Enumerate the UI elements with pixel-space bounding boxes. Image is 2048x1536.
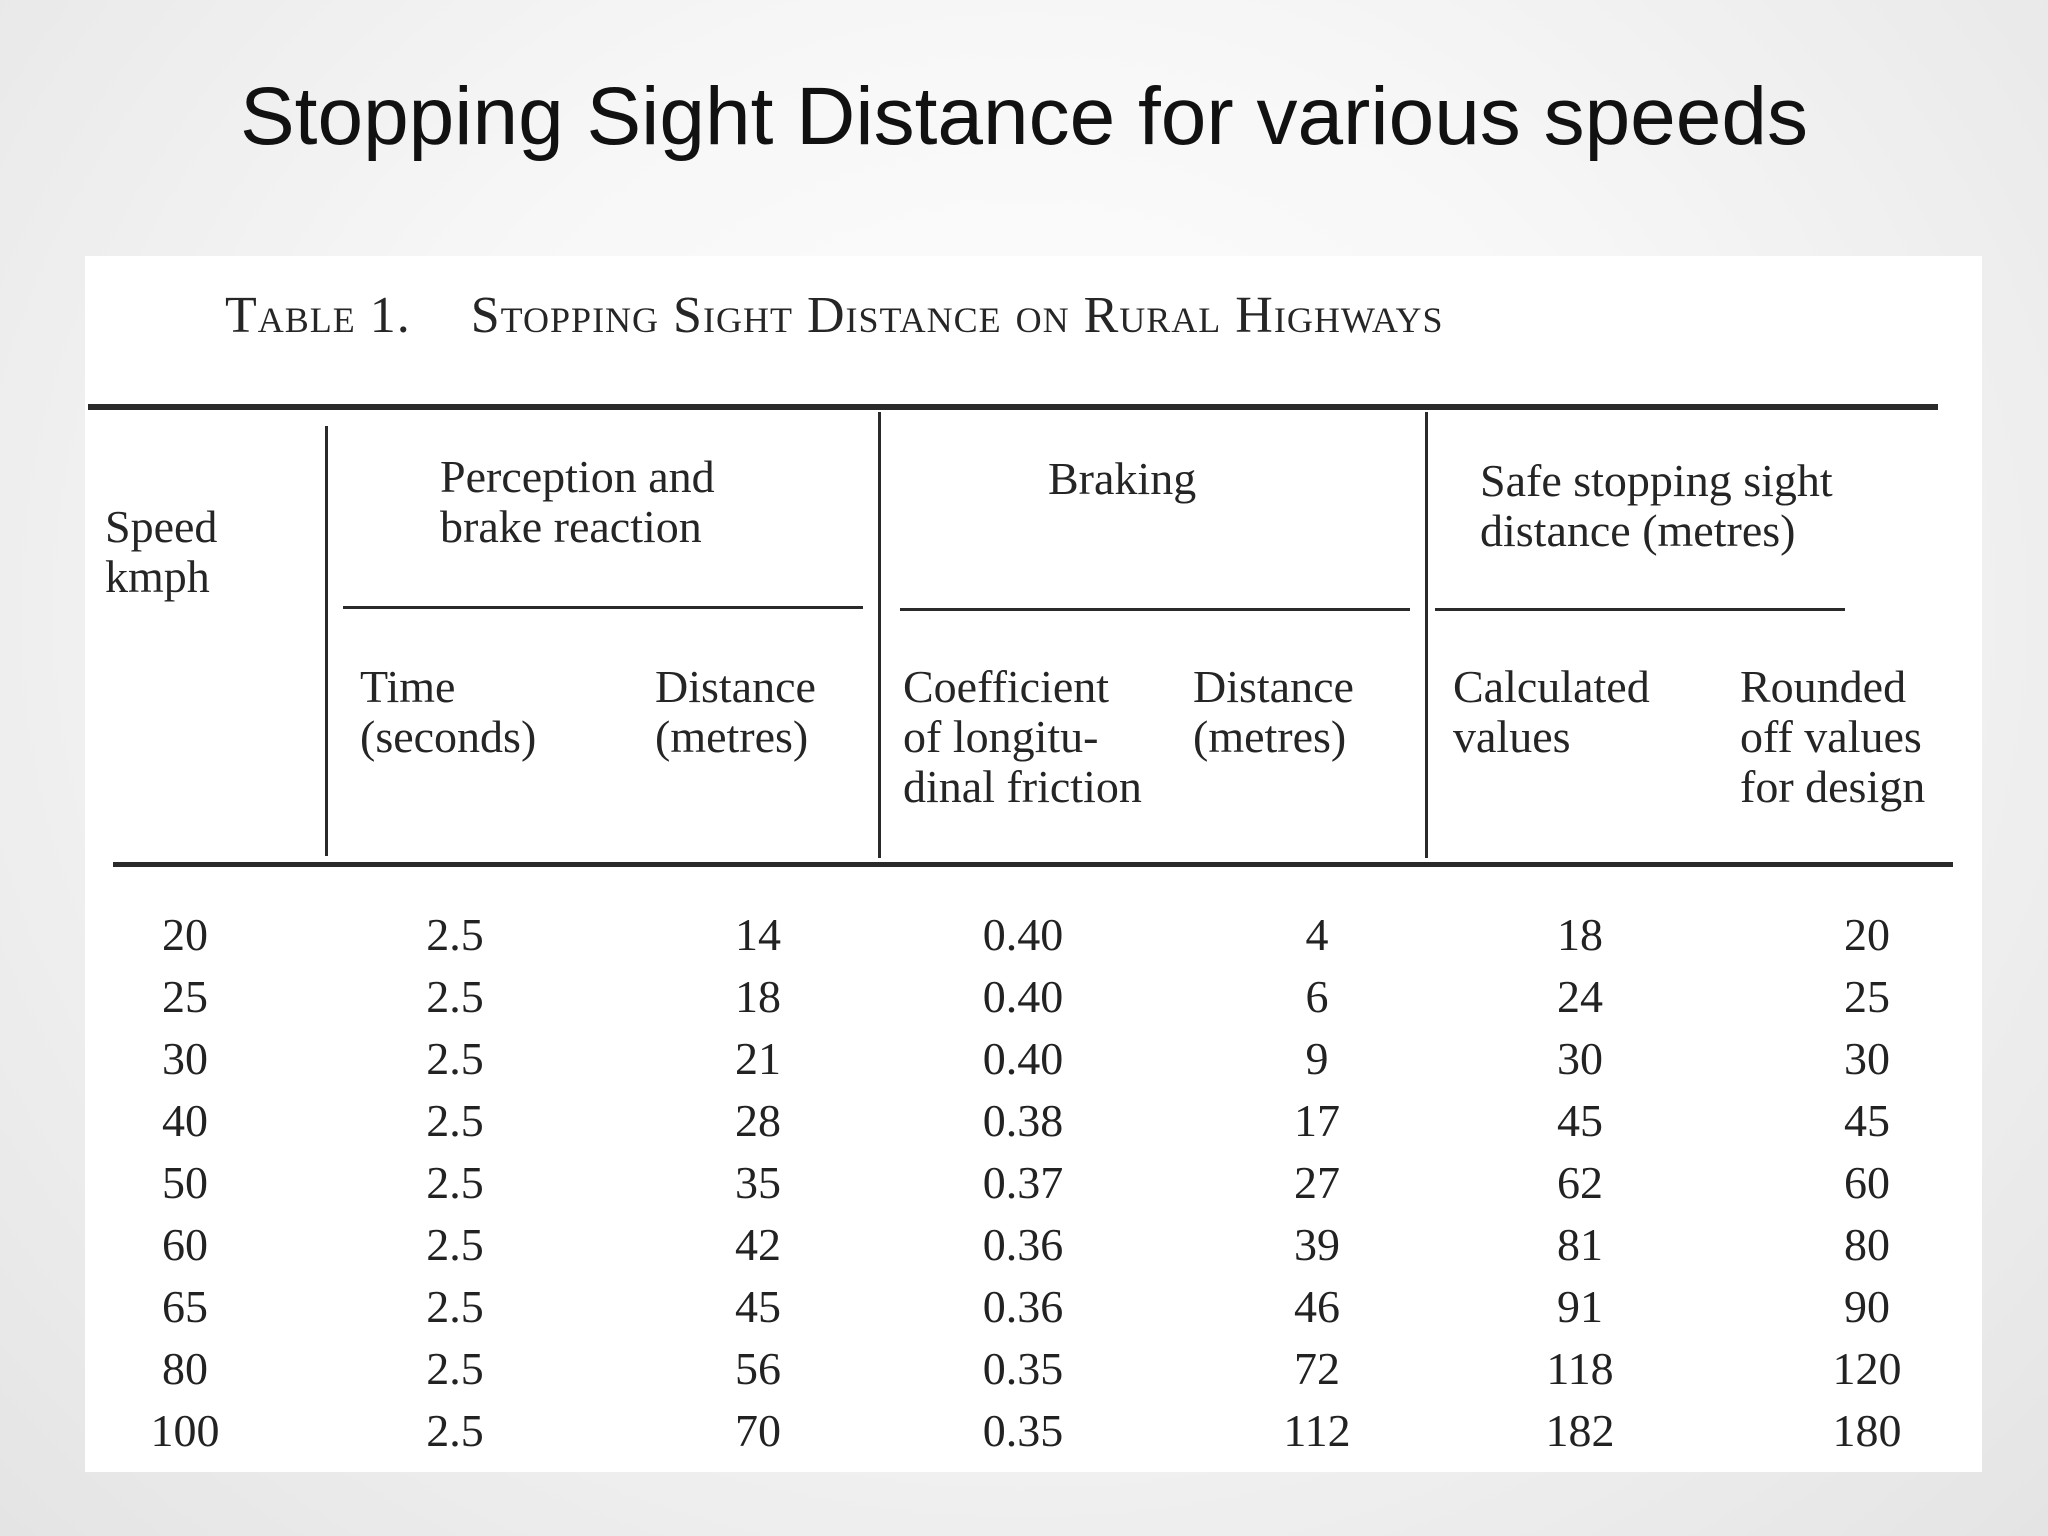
cell-calculated: 24 bbox=[1557, 971, 1603, 1022]
cell-rounded: 120 bbox=[1832, 1343, 1902, 1394]
header-group-safe: Safe stopping sight distance (metres) bbox=[1480, 455, 1833, 556]
cell-time: 2.5 bbox=[426, 1219, 484, 1270]
cell-time: 2.5 bbox=[426, 1405, 484, 1456]
cell-speed: 20 bbox=[162, 909, 208, 960]
cell-pr-distance: 70 bbox=[735, 1405, 781, 1456]
cell-rounded: 45 bbox=[1844, 1095, 1890, 1146]
cell-calculated: 62 bbox=[1557, 1157, 1603, 1208]
cell-coefficient: 0.37 bbox=[982, 1157, 1064, 1208]
vertical-divider-perception bbox=[878, 412, 881, 858]
vertical-divider-braking bbox=[1425, 412, 1428, 858]
cell-br-distance: 39 bbox=[1294, 1219, 1340, 1270]
cell-pr-distance: 45 bbox=[735, 1281, 781, 1332]
slide-title: Stopping Sight Distance for various speeds bbox=[239, 71, 1808, 162]
cell-time: 2.5 bbox=[426, 971, 484, 1022]
cell-speed: 40 bbox=[162, 1095, 208, 1146]
cell-calculated: 30 bbox=[1557, 1033, 1603, 1084]
cell-calculated: 91 bbox=[1557, 1281, 1603, 1332]
cell-time: 2.5 bbox=[426, 1281, 484, 1332]
cell-coefficient: 0.35 bbox=[982, 1405, 1064, 1456]
header-pr-distance: Distance (metres) bbox=[655, 661, 816, 762]
cell-coefficient: 0.40 bbox=[982, 1033, 1064, 1084]
cell-pr-distance: 42 bbox=[735, 1219, 781, 1270]
cell-speed: 60 bbox=[162, 1219, 208, 1270]
cell-coefficient: 0.40 bbox=[982, 971, 1064, 1022]
cell-speed: 30 bbox=[162, 1033, 208, 1084]
header-coefficient: Coefficient of longitu- dinal friction bbox=[903, 661, 1142, 812]
cell-br-distance: 46 bbox=[1294, 1281, 1340, 1332]
cell-rounded: 180 bbox=[1832, 1405, 1902, 1456]
cell-calculated: 18 bbox=[1557, 909, 1603, 960]
cell-rounded: 90 bbox=[1844, 1281, 1890, 1332]
table-caption bbox=[225, 286, 1444, 345]
vertical-divider-speed bbox=[325, 426, 328, 856]
cell-calculated: 118 bbox=[1546, 1343, 1614, 1394]
cell-calculated: 45 bbox=[1557, 1095, 1603, 1146]
cell-pr-distance: 56 bbox=[735, 1343, 781, 1394]
cell-br-distance: 6 bbox=[1305, 971, 1329, 1022]
cell-speed: 100 bbox=[150, 1405, 220, 1456]
cell-coefficient: 0.36 bbox=[982, 1219, 1064, 1270]
cell-br-distance: 72 bbox=[1294, 1343, 1340, 1394]
cell-rounded: 30 bbox=[1844, 1033, 1890, 1084]
cell-rounded: 80 bbox=[1844, 1219, 1890, 1270]
cell-coefficient: 0.40 bbox=[982, 909, 1064, 960]
header-br-distance: Distance (metres) bbox=[1193, 661, 1354, 762]
cell-speed: 65 bbox=[162, 1281, 208, 1332]
cell-time: 2.5 bbox=[426, 1095, 484, 1146]
header-time: Time (seconds) bbox=[360, 661, 537, 762]
cell-time: 2.5 bbox=[426, 1343, 484, 1394]
group-underline-perception bbox=[343, 606, 863, 609]
cell-br-distance: 27 bbox=[1294, 1157, 1340, 1208]
header-speed: Speed kmph bbox=[105, 501, 218, 602]
group-underline-safe bbox=[1435, 608, 1845, 611]
cell-pr-distance: 28 bbox=[735, 1095, 781, 1146]
cell-pr-distance: 35 bbox=[735, 1157, 781, 1208]
cell-speed: 50 bbox=[162, 1157, 208, 1208]
cell-br-distance: 9 bbox=[1305, 1033, 1329, 1084]
cell-time: 2.5 bbox=[426, 1033, 484, 1084]
cell-br-distance: 17 bbox=[1294, 1095, 1340, 1146]
cell-time: 2.5 bbox=[426, 909, 484, 960]
cell-br-distance: 4 bbox=[1305, 909, 1329, 960]
header-group-braking: Braking bbox=[1048, 453, 1197, 504]
cell-coefficient: 0.35 bbox=[982, 1343, 1064, 1394]
header-group-perception: Perception and brake reaction bbox=[440, 451, 715, 552]
group-underline-braking bbox=[900, 608, 1410, 611]
header-calculated: Calculated values bbox=[1453, 661, 1650, 762]
header-rounded: Rounded off values for design bbox=[1740, 661, 1926, 812]
cell-coefficient: 0.36 bbox=[982, 1281, 1064, 1332]
cell-rounded: 60 bbox=[1844, 1157, 1890, 1208]
cell-pr-distance: 21 bbox=[735, 1033, 781, 1084]
cell-calculated: 182 bbox=[1545, 1405, 1615, 1456]
header-bottom-rule bbox=[113, 862, 1953, 867]
cell-pr-distance: 18 bbox=[735, 971, 781, 1022]
cell-br-distance: 112 bbox=[1283, 1405, 1351, 1456]
table-caption-number: Table 1. bbox=[225, 287, 411, 344]
cell-coefficient: 0.38 bbox=[982, 1095, 1064, 1146]
cell-pr-distance: 14 bbox=[735, 909, 781, 960]
cell-calculated: 81 bbox=[1557, 1219, 1603, 1270]
cell-rounded: 20 bbox=[1844, 909, 1890, 960]
table-caption-text: Stopping Sight Distance on Rural Highways bbox=[470, 287, 1444, 344]
cell-rounded: 25 bbox=[1844, 971, 1890, 1022]
cell-speed: 25 bbox=[162, 971, 208, 1022]
scanned-table-image bbox=[85, 256, 1982, 1472]
cell-time: 2.5 bbox=[426, 1157, 484, 1208]
cell-speed: 80 bbox=[162, 1343, 208, 1394]
top-rule bbox=[88, 404, 1938, 410]
